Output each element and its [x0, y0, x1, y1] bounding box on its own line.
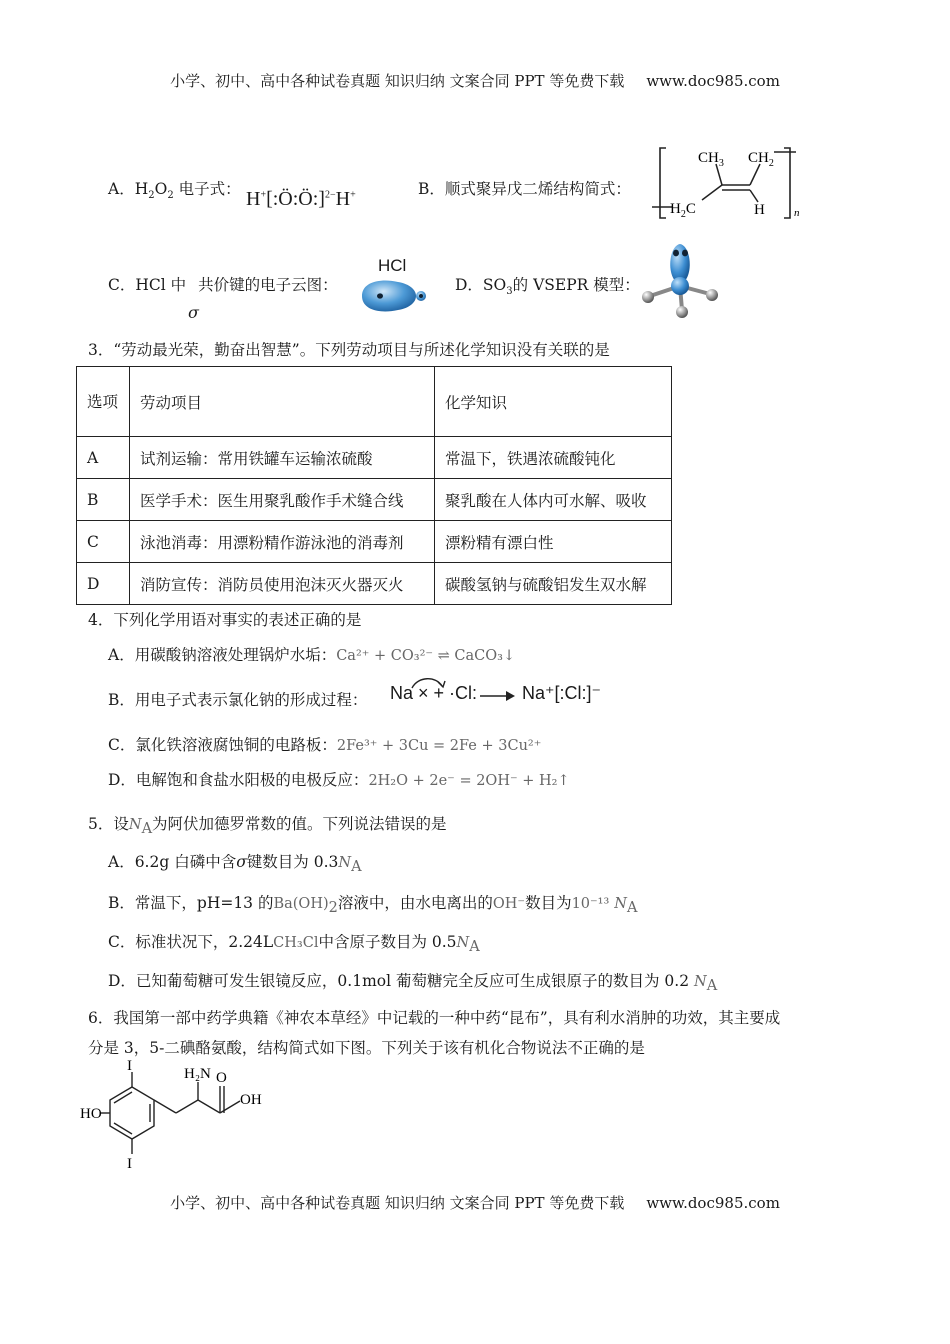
table-row: D 消防宣传：消防员使用泡沫灭火器灭火 碳酸氢钠与硫酸铝发生双水解	[77, 563, 672, 605]
bond-ch2	[750, 164, 760, 185]
table-header-row	[77, 367, 672, 437]
cl-nucleus	[377, 293, 383, 298]
q4-option-d: D．电解饱和食盐水阳极的电极反应：2H₂O + 2e⁻ = 2OH⁻ + H₂↑	[108, 771, 570, 789]
label-n: n	[794, 207, 800, 219]
bond-cooh	[198, 1100, 220, 1113]
hcl-electron-cloud	[358, 274, 436, 318]
table-row: A 试剂运输：常用铁罐车运输浓硫酸 常温下，铁遇浓硫酸钝化	[77, 437, 672, 479]
lobe-dot-2	[682, 250, 688, 257]
label-i-top: I	[127, 1060, 132, 1074]
header-labor: 劳动项目	[130, 367, 435, 437]
s-atom	[671, 277, 689, 295]
label-ho: HO	[80, 1106, 102, 1122]
so3-vsepr-model	[636, 240, 726, 320]
ring-double-3	[114, 1123, 132, 1134]
label-h2c: $H_2C$	[670, 201, 696, 220]
q5-option-b: B．常温下，pH=13 的$Ba(OH)_2$溶液中，由水电离出的OH⁻数目为10⁻¹³ $N_A$	[108, 894, 638, 917]
sigma-symbol: σ	[188, 303, 199, 322]
header-knowledge: 化学知识	[435, 367, 672, 437]
page-header	[0, 70, 950, 91]
label-i-bot: I	[127, 1156, 132, 1170]
electron-transfer-arrow-icon	[408, 676, 448, 690]
h2o2-electron-formula: H+[:Ö:Ö:]$^{2-}$H+	[246, 188, 356, 210]
q2-option-a: A．$H_2O_2$ 电子式：	[108, 180, 241, 202]
label-h2n: H₂N	[184, 1066, 211, 1082]
q5-stem: 5．设$N_A$为阿伏加德罗常数的值。下列说法错误的是	[88, 815, 447, 838]
q3-table	[76, 366, 672, 605]
right-bracket	[784, 148, 790, 218]
bond-c1	[702, 185, 722, 200]
q4-option-c: C．氯化铁溶液腐蚀铜的电路板：2Fe³⁺ + 3Cu = 2Fe + 3Cu²⁺	[108, 736, 542, 754]
bond-co	[220, 1101, 240, 1113]
label-h: H	[754, 202, 765, 218]
q2-option-c: C．HCl 中 共价键的电子云图：	[108, 276, 338, 294]
bond-ca	[176, 1100, 198, 1113]
q5-option-c: C．标准状况下，2.24LCH₃Cl中含原子数目为 $0.5N_A$	[108, 933, 480, 956]
table-row: B 医学手术：医生用聚乳酸作手术缝合线 聚乳酸在人体内可水解、吸收	[77, 479, 672, 521]
header-url: www.doc985.com	[646, 72, 780, 90]
h-nucleus	[419, 294, 423, 298]
diiodotyrosine-structure	[80, 1060, 300, 1170]
header-option: 选项	[77, 367, 130, 437]
page-footer	[0, 1192, 950, 1213]
table-row: C 泳池消毒：用漂粉精作游泳池的消毒剂 漂粉精有漂白性	[77, 521, 672, 563]
hcl-label: HCl	[378, 256, 407, 275]
label-oh: OH	[240, 1092, 262, 1108]
o-atom-3	[676, 306, 688, 318]
reaction-arrow-icon	[480, 690, 516, 702]
label-ch2: $CH_2$	[748, 150, 774, 169]
q4-option-b: B．用电子式表示氯化钠的形成过程：	[108, 691, 368, 709]
label-ch3: $CH_3$	[698, 150, 724, 169]
bond-ch2	[154, 1100, 176, 1113]
q5-option-d: D．已知葡萄糖可发生银镜反应，0.1mol 葡萄糖完全反应可生成银原子的数目为 0.2 $N_A$	[108, 972, 718, 995]
label-o: O	[216, 1070, 227, 1086]
lobe-dot-1	[673, 250, 679, 257]
ring-double-1	[114, 1092, 132, 1103]
q4-stem: 4．下列化学用语对事实的表述正确的是	[88, 611, 362, 629]
q6-stem-line1: 6．我国第一部中药学典籍《神农本草经》中记载的一种中药“昆布”，具有利水消肿的功效，其主要成	[88, 1009, 781, 1027]
footer-promo-text: 小学、初中、高中各种试卷真题 知识归纳 文案合同 PPT 等免费下载	[170, 1194, 625, 1212]
q2-option-d: D．$SO_3$的 VSEPR 模型：	[455, 276, 640, 298]
footer-url: www.doc985.com	[646, 1194, 780, 1212]
q3-stem: 3．“劳动最光荣，勤奋出智慧”。下列劳动项目与所述化学知识没有关联的是	[88, 341, 610, 359]
q6-stem-line2: 分是 3，5-二碘酪氨酸，结构简式如下图。下列关于该有机化合物说法不正确的是	[88, 1039, 645, 1057]
cl-lobe	[362, 281, 416, 312]
o-atom-2	[706, 289, 718, 301]
benzene-ring	[110, 1087, 154, 1139]
header-promo-text: 小学、初中、高中各种试卷真题 知识归纳 文案合同 PPT 等免费下载	[170, 72, 625, 90]
cis-polyisoprene-structure	[650, 140, 810, 226]
nacl-formation-left: Na × + ·Cl:	[390, 683, 478, 703]
bond-h	[750, 190, 758, 202]
o-atom-1	[642, 291, 654, 303]
q2-option-b: B．顺式聚异戊二烯结构简式：	[418, 180, 631, 198]
nacl-formation-right: Na⁺[:Cl:]⁻	[522, 683, 602, 703]
q4-option-a: A．用碳酸钠溶液处理锅炉水垢：Ca²⁺ + CO₃²⁻ ⇌ CaCO₃↓	[108, 646, 516, 664]
q5-option-a: A．6.2g 白磷中含σ键数目为 $0.3N_A$	[108, 853, 362, 876]
